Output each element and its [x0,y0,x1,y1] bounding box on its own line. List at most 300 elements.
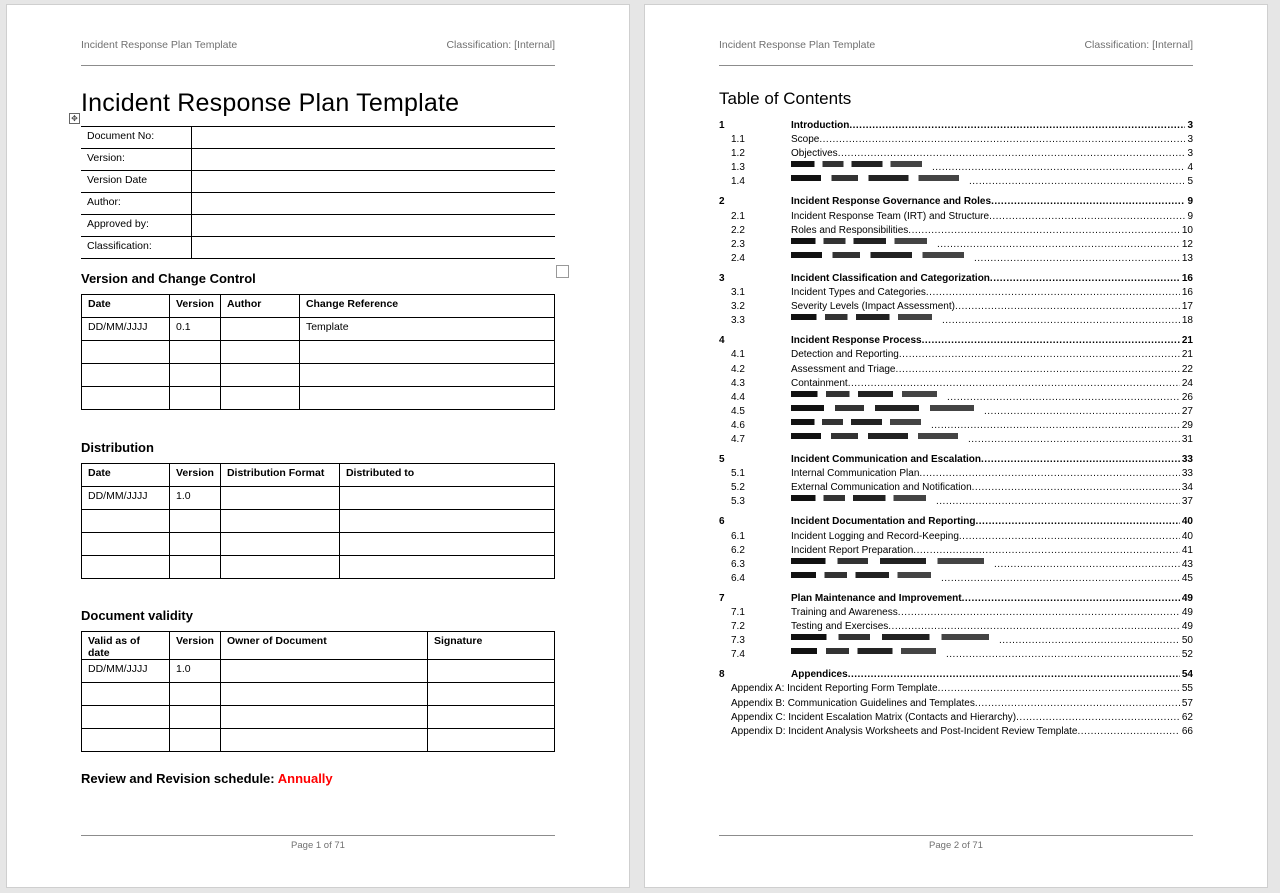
redacted-text [791,238,927,244]
table-cell[interactable]: 1.0 [170,487,221,510]
table-cell[interactable]: 0.1 [170,318,221,341]
redacted-gap [927,238,937,252]
review-schedule [81,771,333,786]
table-cell[interactable] [339,556,554,579]
toc-entry-body [791,195,1193,209]
toc-leader [991,195,1185,209]
toc-title: Table of Contents [719,89,852,108]
redacted-text [791,634,989,640]
redacted-gap [958,433,968,447]
header-right-text: Classification: [Internal] [446,39,555,51]
toc-leader [849,119,1185,133]
toc-appendix-entry[interactable] [719,697,1193,711]
header-right-text: Classification: [Internal] [1084,39,1193,51]
toc-leader [969,175,1185,189]
toc-number: 4 [719,335,725,347]
table-cell[interactable]: Template [299,318,554,341]
redacted-text [791,252,964,258]
version-control-heading: Version and Change Control [81,271,256,286]
table-header-row [82,464,555,487]
toc-number: 6 [719,516,725,528]
toc-subsection-entry[interactable] [719,133,1193,147]
redacted-text [791,405,974,411]
toc-page-number: 16 [1181,287,1193,299]
page-footer: Page 1 of 71 [81,835,555,851]
toc-leader [931,419,1180,433]
redacted-text [791,572,931,578]
table-cell[interactable] [220,387,299,410]
redacted-text [791,314,932,320]
redacted-gap [926,495,936,509]
table-cell[interactable]: DD/MM/JJJJ [82,487,170,510]
toc-number: 4.2 [731,363,745,375]
table-cell[interactable] [220,683,427,706]
toc-subsection-entry[interactable] [719,348,1193,362]
table-cell[interactable] [170,510,221,533]
toc-subsection-entry[interactable] [719,314,1193,328]
metadata-label: Classification: [81,237,191,259]
toc-text: Testing and Exercises [791,621,889,633]
column-header: Version [170,295,221,318]
toc-page-number: 33 [1181,468,1193,480]
toc-number: 1.4 [731,176,745,188]
table-row [82,556,555,579]
table-cell[interactable] [82,533,170,556]
toc-subsection-entry[interactable] [719,377,1193,391]
table-cell[interactable] [220,318,299,341]
toc-subsection-entry[interactable] [719,391,1193,405]
toc-leader [959,530,1180,544]
toc-text: Introduction [791,120,850,131]
table-cell[interactable] [220,487,339,510]
table-cell[interactable] [299,387,554,410]
toc-page-number: 49 [1181,607,1193,618]
table-cell[interactable] [170,706,221,729]
toc-page-number: 9 [1187,196,1193,208]
toc-text: Appendix A: Incident Reporting Form Template [731,683,938,695]
toc-section-entry[interactable] [719,195,1193,209]
toc-entry-body [791,334,1193,348]
toc-number: 4.1 [731,349,745,361]
toc-subsection-entry[interactable] [719,620,1193,634]
toc-text: Incident Report Preparation [791,544,914,556]
metadata-row [81,237,555,259]
toc-subsection-entry[interactable] [719,419,1193,433]
metadata-row [81,149,555,171]
toc-leader [913,544,1180,558]
toc-leader [908,224,1180,238]
column-header: Date [82,295,170,318]
toc-number: 7.2 [731,621,745,633]
toc-entry-body [791,620,1193,634]
toc-entry-body [791,453,1193,467]
toc-text: Appendix B: Communication Guidelines and Templates [731,697,975,709]
toc-subsection-entry[interactable] [719,224,1193,238]
table-cell[interactable] [339,533,554,556]
table-of-contents [719,119,1193,739]
toc-section-entry[interactable] [719,515,1193,529]
header-left-text: Incident Response Plan Template [719,39,876,51]
toc-page-number: 40 [1181,530,1193,542]
document-page-2 [644,4,1268,888]
table-cell[interactable] [82,683,170,706]
table-cell[interactable] [82,729,170,752]
redacted-text [791,391,937,397]
toc-text: Incident Response Team (IRT) and Structure [791,210,990,222]
toc-subsection-entry[interactable] [719,572,1193,586]
metadata-label: Version Date [81,171,191,193]
toc-entry-body [731,697,1193,711]
toc-section-entry[interactable] [719,668,1193,682]
toc-subsection-entry[interactable] [719,433,1193,447]
toc-text: Appendices [791,669,848,681]
toc-subsection-entry[interactable] [719,481,1193,495]
table-cell[interactable] [82,510,170,533]
toc-subsection-entry[interactable] [719,175,1193,189]
toc-entry-body [791,252,1193,266]
table-cell[interactable] [299,341,554,364]
toc-leader [922,334,1180,348]
redacted-gap [974,405,984,419]
toc-leader [936,495,1180,509]
table-cell[interactable]: DD/MM/JJJJ [82,660,170,683]
table-row [82,487,555,510]
table-cell[interactable]: DD/MM/JJJJ [82,318,170,341]
toc-leader [994,558,1180,572]
toc-number: 2.4 [731,252,745,264]
toc-entry-body [791,147,1193,161]
table-cell[interactable] [220,556,339,579]
redacted-text [791,495,926,501]
toc-subsection-entry[interactable] [719,238,1193,252]
page-header [81,35,555,66]
toc-number: 7 [719,592,725,604]
toc-section-entry[interactable] [719,334,1193,348]
redacted-text [791,419,921,425]
metadata-value-cell[interactable] [191,149,555,171]
redacted-gap [931,572,941,586]
toc-subsection-entry[interactable] [719,606,1193,620]
toc-leader [838,147,1186,161]
toc-number: 1 [719,120,725,131]
toc-subsection-entry[interactable] [719,634,1193,648]
toc-leader [899,348,1180,362]
table-cell[interactable] [220,533,339,556]
toc-entry-body [791,433,1193,447]
toc-page-number: 62 [1181,711,1193,723]
column-header: Signature [427,632,554,660]
table-cell[interactable] [170,556,221,579]
table-cell[interactable] [82,556,170,579]
redacted-gap [936,648,946,662]
toc-entry-body [791,224,1193,238]
toc-page-number: 17 [1181,301,1193,313]
toc-number: 2.1 [731,210,745,222]
toc-page-number: 5 [1187,176,1193,188]
table-row [82,318,555,341]
toc-leader [947,391,1180,405]
table-cell[interactable] [427,706,554,729]
table-cell[interactable] [299,364,554,387]
toc-subsection-entry[interactable] [719,648,1193,662]
toc-leader [989,210,1185,224]
toc-text: Assessment and Triage [791,363,896,375]
table-cell[interactable] [339,510,554,533]
header-left-text: Incident Response Plan Template [81,39,238,51]
toc-text: Training and Awareness [791,607,898,618]
metadata-value-cell[interactable] [191,171,555,193]
toc-page-number: 37 [1181,496,1193,508]
column-header: Distribution Format [220,464,339,487]
table-row [82,364,555,387]
toc-section-entry[interactable] [719,272,1193,286]
toc-leader [981,453,1180,467]
table-cell[interactable] [82,706,170,729]
toc-subsection-entry[interactable] [719,405,1193,419]
toc-subsection-entry[interactable] [719,161,1193,175]
table-cell[interactable] [82,341,170,364]
toc-number: 4.7 [731,433,745,445]
toc-number: 3.3 [731,315,745,327]
toc-number: 1.2 [731,148,745,160]
toc-entry-body [791,161,1193,175]
redacted-text [791,433,958,439]
metadata-row [81,215,555,237]
column-header: Version [170,632,221,660]
toc-subsection-entry[interactable] [719,495,1193,509]
toc-section-entry[interactable] [719,119,1193,133]
toc-page-number: 9 [1187,210,1193,222]
redacted-gap [937,391,947,405]
toc-page-number: 21 [1181,349,1193,361]
toc-subsection-entry[interactable] [719,147,1193,161]
version-control-table [81,294,555,410]
toc-subsection-entry[interactable] [719,544,1193,558]
column-header: Date [82,464,170,487]
table-cell[interactable] [220,341,299,364]
toc-leader [942,314,1180,328]
table-cell[interactable] [220,510,339,533]
toc-text: Incident Logging and Record-Keeping [791,530,959,542]
toc-leader [938,682,1180,696]
toc-leader [972,481,1180,495]
table-cell[interactable] [170,341,221,364]
toc-text: Incident Response Process [791,335,922,347]
toc-number: 4.4 [731,391,745,403]
review-schedule-label: Review and Revision schedule: [81,771,278,786]
table-row [82,729,555,752]
toc-entry-body [791,175,1193,189]
toc-number: 7.1 [731,607,745,618]
toc-leader [984,405,1180,419]
toc-text: Plan Maintenance and Improvement [791,592,962,604]
toc-page-number: 22 [1181,363,1193,375]
toc-leader [932,161,1185,175]
redacted-gap [964,252,974,266]
table-row [82,387,555,410]
toc-text: Roles and Responsibilities [791,224,909,236]
toc-page-number: 34 [1181,482,1193,494]
toc-text: External Communication and Notification [791,482,972,494]
toc-entry-body [731,682,1193,696]
toc-leader [974,252,1180,266]
toc-leader [1016,711,1180,725]
toc-page-number: 27 [1181,405,1193,417]
distribution-heading: Distribution [81,440,154,455]
table-cell[interactable] [170,364,221,387]
redacted-gap [922,161,932,175]
toc-leader [975,697,1180,711]
toc-number: 7.3 [731,635,745,647]
column-header: Author [220,295,299,318]
toc-entry-body [791,606,1193,620]
toc-subsection-entry[interactable] [719,530,1193,544]
metadata-value-cell[interactable] [191,237,555,259]
toc-page-number: 54 [1181,669,1193,681]
toc-page-number: 40 [1181,516,1193,528]
toc-number: 6.2 [731,544,745,556]
toc-page-number: 13 [1181,252,1193,264]
table-cell[interactable] [82,364,170,387]
toc-appendix-entry[interactable] [719,725,1193,739]
table-move-handle-icon[interactable]: ✥ [69,113,80,124]
toc-entry-body [791,238,1193,252]
table-cell[interactable]: 1.0 [170,660,221,683]
toc-number: 6.3 [731,558,745,570]
toc-leader [990,272,1180,286]
toc-entry-body [791,348,1193,362]
table-cell[interactable] [427,729,554,752]
column-header: Valid as of date [82,632,170,660]
review-schedule-value: Annually [277,771,333,786]
toc-page-number: 21 [1181,335,1193,347]
table-cell[interactable] [170,533,221,556]
toc-leader [955,300,1180,314]
toc-page-number: 24 [1181,377,1193,389]
toc-page-number: 43 [1181,558,1193,570]
toc-number: 3.2 [731,301,745,313]
metadata-table [81,126,555,259]
toc-entry-body [791,668,1193,682]
table-cell[interactable] [170,683,221,706]
metadata-row [81,193,555,215]
toc-entry-body [731,725,1193,739]
table-cell[interactable] [220,364,299,387]
table-cell[interactable] [220,729,427,752]
toc-text: Scope [791,134,820,146]
toc-number: 8 [719,669,725,681]
redacted-gap [984,558,994,572]
table-cell[interactable] [220,706,427,729]
toc-number: 5 [719,454,725,466]
toc-subsection-entry[interactable] [719,210,1193,224]
table-row [82,510,555,533]
redacted-text [791,161,922,167]
metadata-label: Author: [81,193,191,215]
toc-leader [941,572,1180,586]
table-cell[interactable] [427,660,554,683]
metadata-value-cell[interactable] [191,215,555,237]
table-cell[interactable] [170,729,221,752]
toc-appendix-entry[interactable] [719,711,1193,725]
toc-leader [919,467,1179,481]
table-resize-handle-icon[interactable] [556,265,569,278]
column-header: Distributed to [339,464,554,487]
table-cell[interactable] [220,660,427,683]
toc-appendix-entry[interactable] [719,682,1193,696]
toc-leader [926,286,1180,300]
toc-leader [898,606,1180,620]
toc-entry-body [791,515,1193,529]
toc-text: Internal Communication Plan [791,468,920,480]
toc-section-entry[interactable] [719,453,1193,467]
toc-page-number: 49 [1181,621,1193,633]
metadata-value-cell[interactable] [191,127,555,149]
toc-subsection-entry[interactable] [719,467,1193,481]
toc-entry-body [791,648,1193,662]
toc-text: Incident Types and Categories [791,287,926,299]
toc-page-number: 18 [1181,315,1193,327]
toc-entry-body [791,405,1193,419]
column-header: Change Reference [299,295,554,318]
toc-number: 7.4 [731,649,745,661]
toc-entry-body [791,481,1193,495]
toc-text: Incident Response Governance and Roles [791,196,992,208]
toc-subsection-entry[interactable] [719,363,1193,377]
table-cell[interactable] [82,387,170,410]
toc-entry-body [731,711,1193,725]
toc-leader [937,238,1180,252]
toc-number: 2 [719,196,725,208]
toc-page-number: 55 [1181,683,1193,695]
table-cell[interactable] [427,683,554,706]
toc-text: Incident Classification and Categorization [791,272,990,284]
toc-page-number: 12 [1181,238,1193,250]
toc-subsection-entry[interactable] [719,252,1193,266]
toc-text: Appendix C: Incident Escalation Matrix (Contacts and Hierarchy) [731,711,1017,723]
toc-page-number: 45 [1181,572,1193,584]
toc-page-number: 57 [1181,697,1193,709]
toc-number: 5.3 [731,496,745,508]
table-cell[interactable] [339,487,554,510]
toc-subsection-entry[interactable] [719,558,1193,572]
toc-leader [999,634,1180,648]
table-row [82,683,555,706]
toc-entry-body [791,119,1193,133]
toc-leader [848,668,1180,682]
toc-page-number: 31 [1181,433,1193,445]
toc-page-number: 66 [1181,725,1193,737]
toc-leader [819,133,1185,147]
toc-page-number: 16 [1181,272,1193,284]
toc-page-number: 3 [1187,120,1193,131]
toc-page-number: 3 [1187,148,1193,160]
toc-text: Containment [791,377,848,389]
toc-leader [946,648,1180,662]
toc-subsection-entry[interactable] [719,286,1193,300]
redacted-gap [932,314,942,328]
toc-subsection-entry[interactable] [719,300,1193,314]
metadata-row [81,127,555,149]
redacted-gap [989,634,999,648]
toc-entry-body [791,572,1193,586]
document-validity-heading: Document validity [81,608,193,623]
table-cell[interactable] [170,387,221,410]
metadata-value-cell[interactable] [191,193,555,215]
toc-page-number: 50 [1181,635,1193,647]
toc-section-entry[interactable] [719,592,1193,606]
metadata-label: Version: [81,149,191,171]
